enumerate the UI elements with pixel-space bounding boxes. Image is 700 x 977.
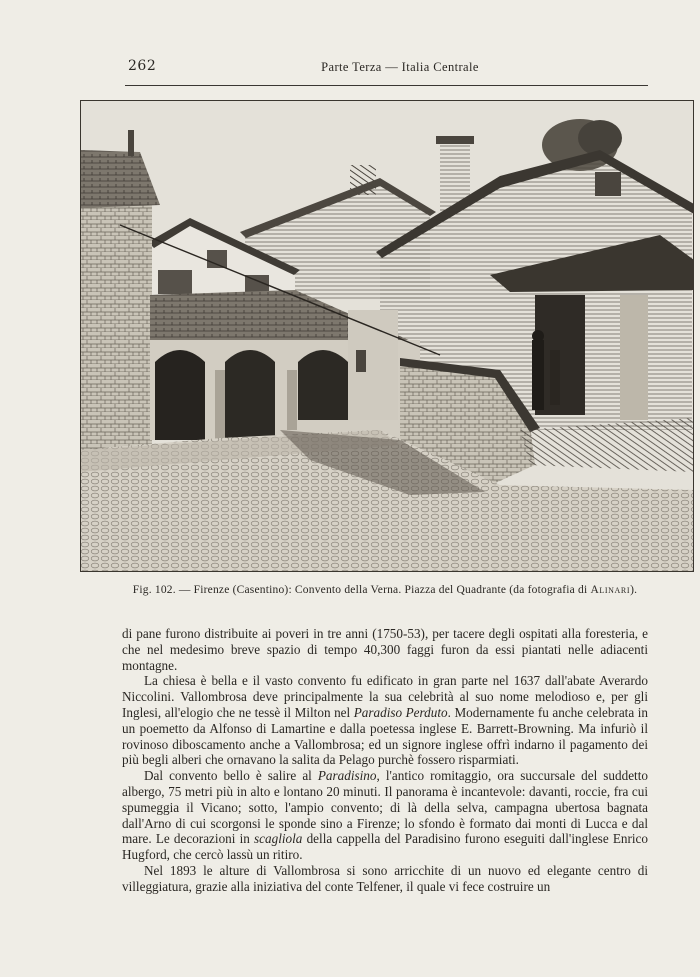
figure-caption: [0, 584, 700, 596]
paragraph-2-text: La chiesa è bella e il vasto convento fu edificato in gran parte nel 1637 dall'abate Averardo Niccolini. Vallombrosa deve principalmente la sua celebrità al suo nome melodioso e, per gli Inglesi, all'elogio che ne tessè il Milton nel: [122, 673, 648, 720]
engraving-illustration: [80, 100, 694, 572]
caption-text: Fig. 102. — Firenze (Casentino): Convento della Verna. Piazza del Quadrante (da fotografia di: [132, 584, 591, 596]
body-text: [122, 626, 648, 895]
engraving-convent-courtyard-icon: [80, 100, 694, 572]
paradisino-term: Paradisino: [317, 768, 377, 784]
scagliola-term: scagliola: [254, 831, 303, 847]
paragraph-4: Nel 1893 le alture di Vallombrosa si sono arricchite di un nuovo ed elegante centro di villeggiatura, grazie alla iniziativa del conte Telfener, il quale vi fece costruire un: [122, 862, 648, 894]
paragraph-3-text: Dal convento bello è salire al: [144, 768, 318, 784]
paragraph-2: [122, 673, 648, 768]
paragraph-2-text-cont: . Modernamente fu anche celebrata in un poemetto da Alfonso di Lamartine e dalla poetessa inglese E. Barrett-Browning. Ma infuriò il rovinoso diboscamento anche a Vallombrosa; ed un signore inglese offrì indarno il pagamento dei più begli alberi che ornavano la salita da Pelago purchè fossero risparmiati.: [122, 704, 648, 768]
paragraph-3: [122, 768, 648, 863]
paragraph-3-text-cont: , l'antico romitaggio, ora succursale del suddetto albergo, 75 metri più in alto e lontano 20 minuti. Il panorama è incantevole: davanti, roccie, fra cui spumeggia il Vicano; sotto, l'ampio convento; di là della selva, campagna ubertosa bagnata dall'Arno di cui scorgonsi le sponde sino a Firenze; lo sfondo è formato dai monti di Lucca e dal mare. Le decorazioni in: [122, 768, 648, 847]
running-title: Parte Terza — Italia Centrale: [321, 60, 479, 74]
caption-credit: Alinari: [590, 584, 631, 596]
paradiso-perduto-title: Paradiso Perduto: [353, 704, 448, 720]
caption-end: ).: [630, 584, 638, 596]
header-rule: [125, 85, 648, 86]
paragraph-3-text-end: della cappella del Paradisino furono eseguiti dall'inglese Enrico Hugford, che cercò lassù un ritiro.: [122, 831, 648, 863]
page-number: 262: [128, 58, 157, 74]
paragraph-1: di pane furono distribuite ai poveri in tre anni (1750-53), per tacere degli ospitati alla foresteria, e che nel medesimo breve spazio di tempo 40,300 faggi furon da essi piantati nelle adiacenti montagne.: [122, 626, 648, 673]
